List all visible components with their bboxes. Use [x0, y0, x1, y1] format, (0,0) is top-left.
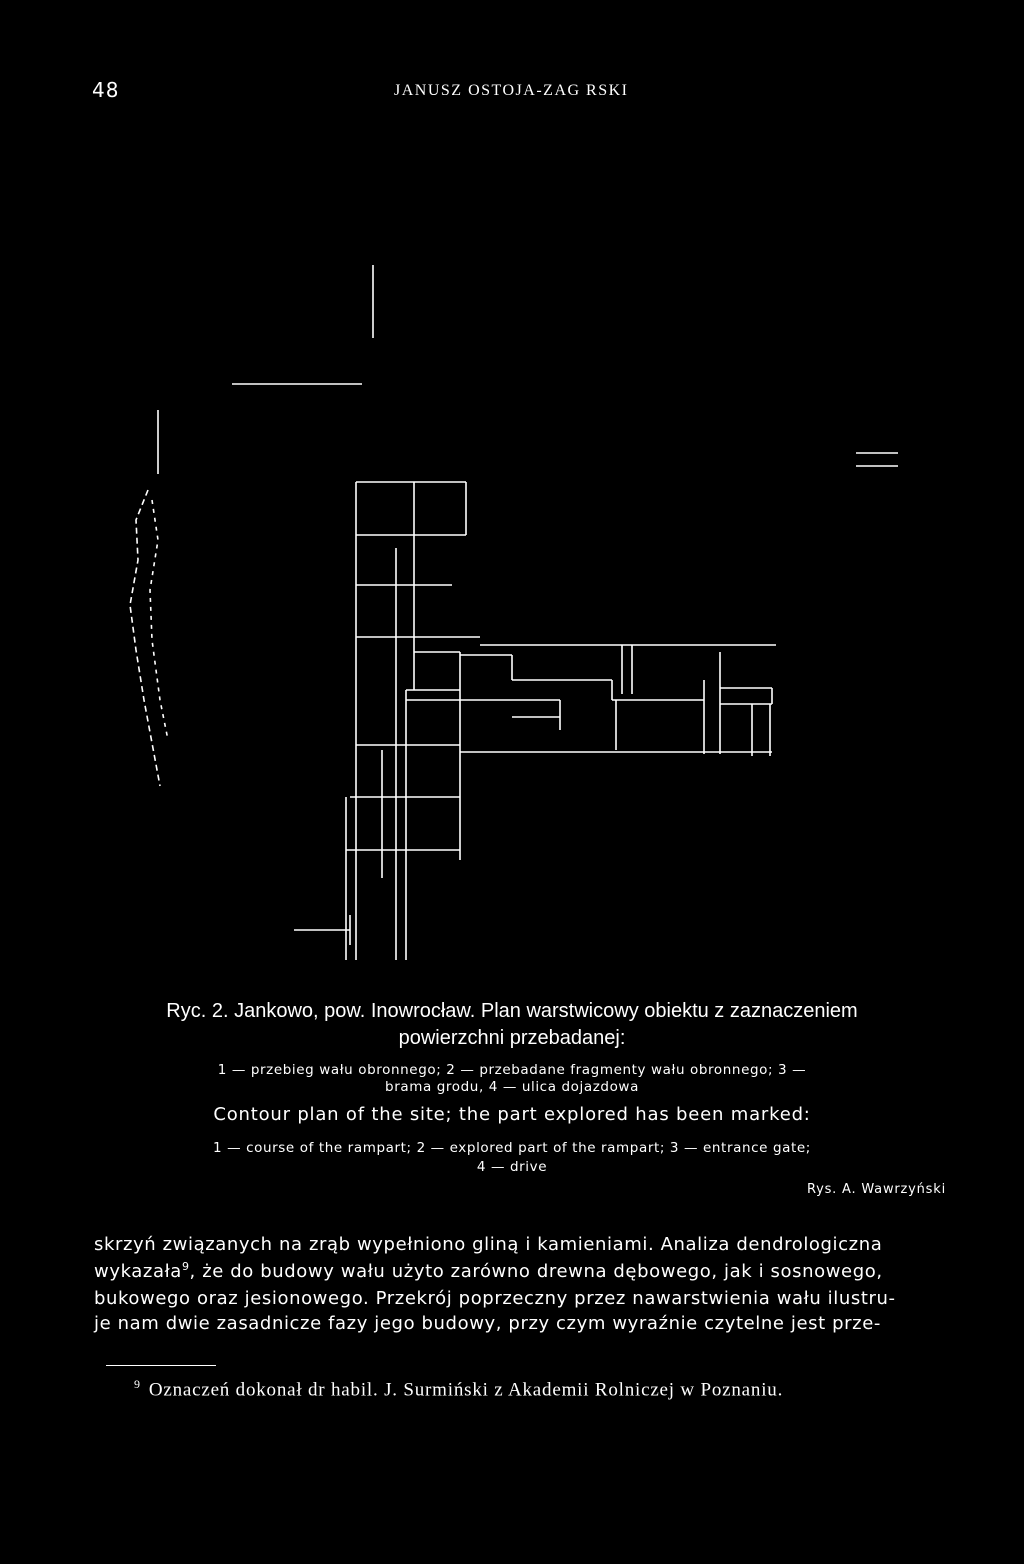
figure-caption-pl-title: Ryc. 2. Jankowo, pow. Inowrocław. Plan warstwicowy obiektu z zaznaczeniem [166, 1000, 858, 1022]
footnote-text: Oznaczeń dokonał dr habil. J. Surmiński z Akademii Rolniczej w Poznaniu. [148, 1379, 784, 1401]
figure-legend-en-line-1: 1 — course of the rampart; 2 — explored part of the rampart; 3 — entrance gate; [213, 1140, 811, 1156]
body-text-line: je nam dwie zasadnicze fazy jego budowy, przy czym wyraźnie czytelne jest prze- [94, 1313, 881, 1334]
figure-credit: Rys. A. Wawrzyński [806, 1182, 946, 1197]
plan-linework [130, 265, 898, 960]
running-head: JANUSZ OSTOJA-ZAG RSKI [394, 82, 629, 99]
figure-caption-en-title: Contour plan of the site; the part explored has been marked: [213, 1104, 811, 1125]
figure-legend-pl-line-2: brama grodu, 4 — ulica dojazdowa [385, 1079, 639, 1095]
footnote-separator [106, 1365, 216, 1366]
page-number: 48 [92, 78, 120, 102]
site-plan-figure [120, 250, 920, 970]
body-text-line-with-footnote-ref [94, 1260, 954, 1282]
figure-caption-pl-title-continued: powierzchni przebadanej: [398, 1027, 626, 1049]
body-text-fragment: wykazała [94, 1261, 182, 1282]
figure-legend-en-line-2: 4 — drive [476, 1159, 548, 1175]
figure-legend-pl-line-1: 1 — przebieg wału obronnego; 2 — przebadane fragmenty wału obronnego; 3 — [217, 1062, 807, 1078]
body-text-line: skrzyń związanych na zrąb wypełniono gliną i kamieniami. Analiza dendrologiczna [94, 1234, 883, 1255]
footnote [134, 1377, 783, 1401]
body-text-fragment: , że do budowy wału użyto zarówno drewna dębowego, jak i sosnowego, [189, 1261, 883, 1282]
footnote-reference: 9 [181, 1260, 190, 1273]
body-text-line: bukowego oraz jesionowego. Przekrój poprzeczny przez nawarstwienia wału ilustru- [94, 1288, 896, 1309]
footnote-mark: 9 [134, 1377, 141, 1391]
